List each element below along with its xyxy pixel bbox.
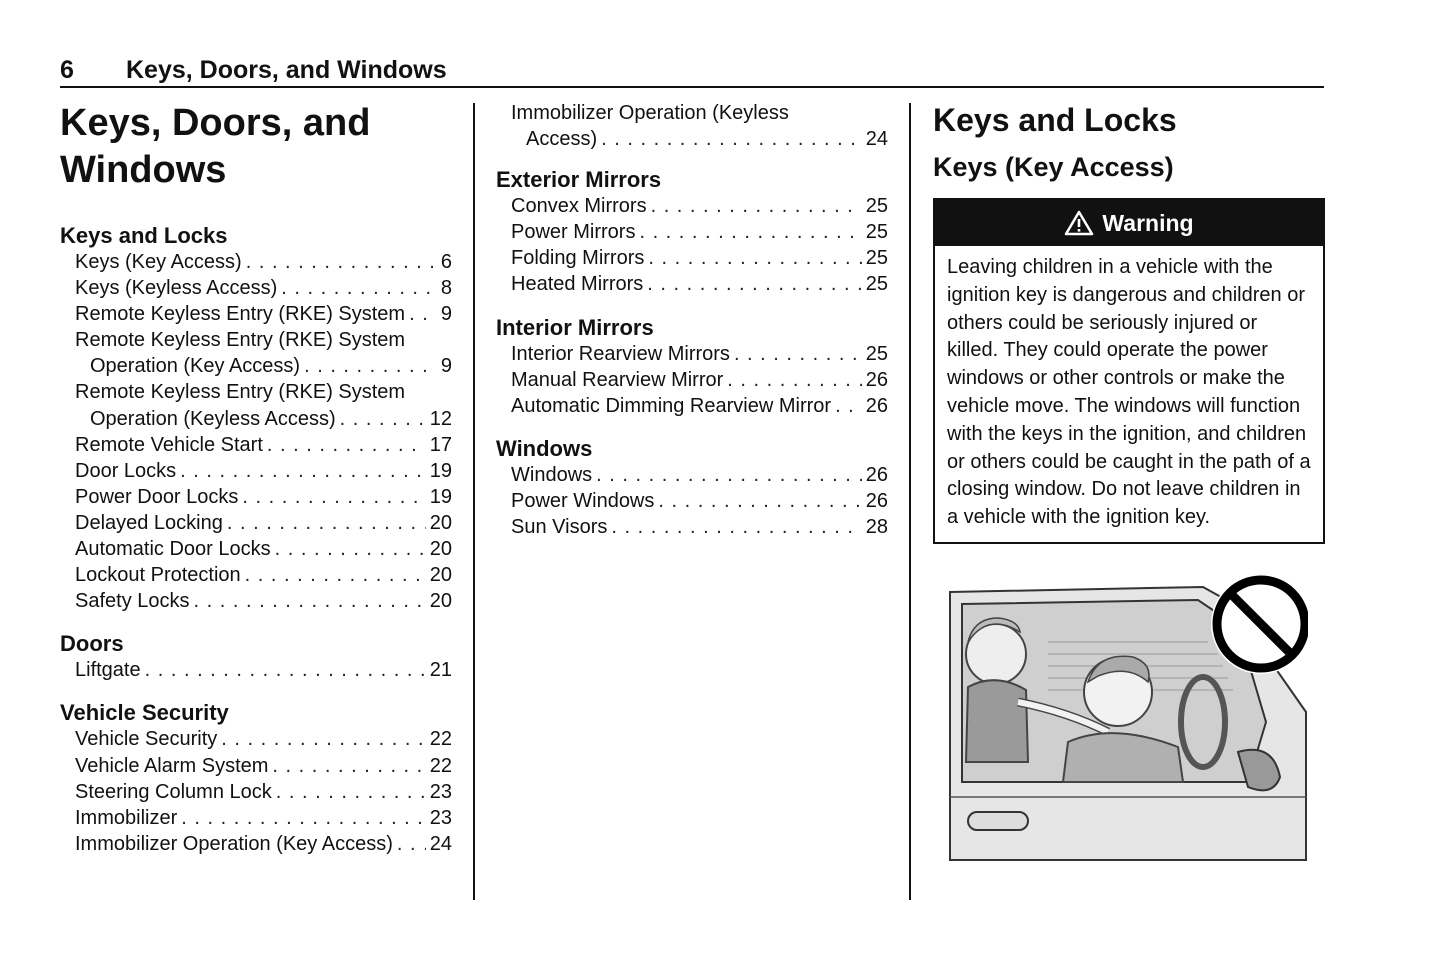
toc-list [60,657,452,683]
warning-text: Leaving children in a vehicle with the ignition key is dangerous and children or others could be seriously injured or killed. They could operate the power windows or other controls or make the vehicle move. The windows will function with the keys in the ignition, and children or others could be caught in the path of a closing window. Do not leave children in a vehicle with the ignition key. [947,256,1311,529]
toc-entry[interactable]: Operation (Key Access) . . . 9 [60,353,452,379]
toc-entry[interactable]: Convex Mirrors . . . 25 [496,193,888,219]
toc-entry[interactable]: Lockout Protection . . . 20 [60,562,452,588]
page-header [60,52,1324,88]
warning-triangle-icon [1064,210,1094,236]
toc-entry[interactable]: Liftgate . . . 21 [60,657,452,683]
toc-entry[interactable]: Keys (Key Access) . . . 6 [60,249,452,275]
toc-entry[interactable]: Immobilizer Operation (Key Access) . . . 24 [60,831,452,857]
warning-title: Warning [1102,209,1194,236]
toc-section-heading: Vehicle Security [60,700,229,726]
toc-list [60,726,452,856]
content-column [933,100,1325,544]
toc-entry-line[interactable]: Remote Keyless Entry (RKE) System [75,329,406,352]
toc-entry[interactable]: Automatic Door Locks . . . 20 [60,536,452,562]
toc-entry[interactable]: Remote Vehicle Start . . . 17 [60,432,452,458]
toc-entry[interactable]: Keys (Keyless Access) . . . 8 [60,275,452,301]
toc-section-heading: Doors [60,631,124,657]
prohibited-icon [1211,574,1308,674]
toc-entry[interactable]: Heated Mirrors . . . 25 [496,271,888,297]
column-divider [473,103,475,900]
subsection-heading: Keys (Key Access) [933,152,1174,182]
toc-list [496,341,888,419]
toc-entry[interactable]: Automatic Dimming Rearview Mirror . . . 26 [496,393,888,419]
toc-entry[interactable]: Power Windows . . . 26 [496,488,888,514]
toc-entry[interactable]: Power Door Locks . . . 19 [60,484,452,510]
column-divider [909,103,911,900]
toc-entry[interactable]: Sun Visors . . . 28 [496,514,888,540]
toc-section-heading: Keys and Locks [60,223,228,248]
toc-entry[interactable]: Operation (Keyless Access) . . . 12 [60,406,452,432]
toc-list [496,100,888,152]
toc-entry[interactable]: Immobilizer . . . 23 [60,805,452,831]
toc-entry[interactable]: Interior Rearview Mirrors . . . 25 [496,341,888,367]
section-heading: Keys and Locks [933,102,1177,138]
toc-entry[interactable]: Steering Column Lock . . . 23 [60,779,452,805]
toc-entry[interactable]: Power Mirrors . . . 25 [496,219,888,245]
toc-list [496,193,888,297]
toc-left-column [60,100,452,873]
toc-section-heading: Interior Mirrors [496,314,654,340]
toc-entry[interactable]: Access) . . . 24 [496,126,888,152]
toc-entry[interactable]: Folding Mirrors . . . 25 [496,245,888,271]
toc-middle-column [496,100,888,556]
warning-header [935,200,1323,246]
toc-entry-line[interactable]: Immobilizer Operation (Keyless [511,102,789,124]
running-title: Keys, Doors, and Windows [126,56,447,84]
toc-entry-line[interactable]: Remote Keyless Entry (RKE) System [75,381,406,404]
children-in-vehicle-illustration [948,572,1308,862]
toc-section-heading: Windows [496,435,593,461]
toc-entry[interactable]: Remote Keyless Entry (RKE) System . . . 9 [60,301,452,327]
toc-entry[interactable]: Windows . . . 26 [496,462,888,488]
toc-entry[interactable]: Delayed Locking . . . 20 [60,510,452,536]
toc-list [60,249,452,614]
toc-entry[interactable]: Vehicle Security . . . 22 [60,726,452,752]
page-number: 6 [60,56,74,84]
toc-section-heading: Exterior Mirrors [496,167,662,193]
toc-entry[interactable]: Safety Locks . . . 20 [60,588,452,614]
toc-entry[interactable]: Door Locks . . . 19 [60,458,452,484]
toc-entry[interactable]: Manual Rearview Mirror . . . 26 [496,367,888,393]
toc-list [496,462,888,540]
chapter-title: Keys, Doors, and Windows [60,102,371,191]
toc-entry[interactable]: Vehicle Alarm System . . . 22 [60,753,452,779]
warning-box [933,198,1325,544]
